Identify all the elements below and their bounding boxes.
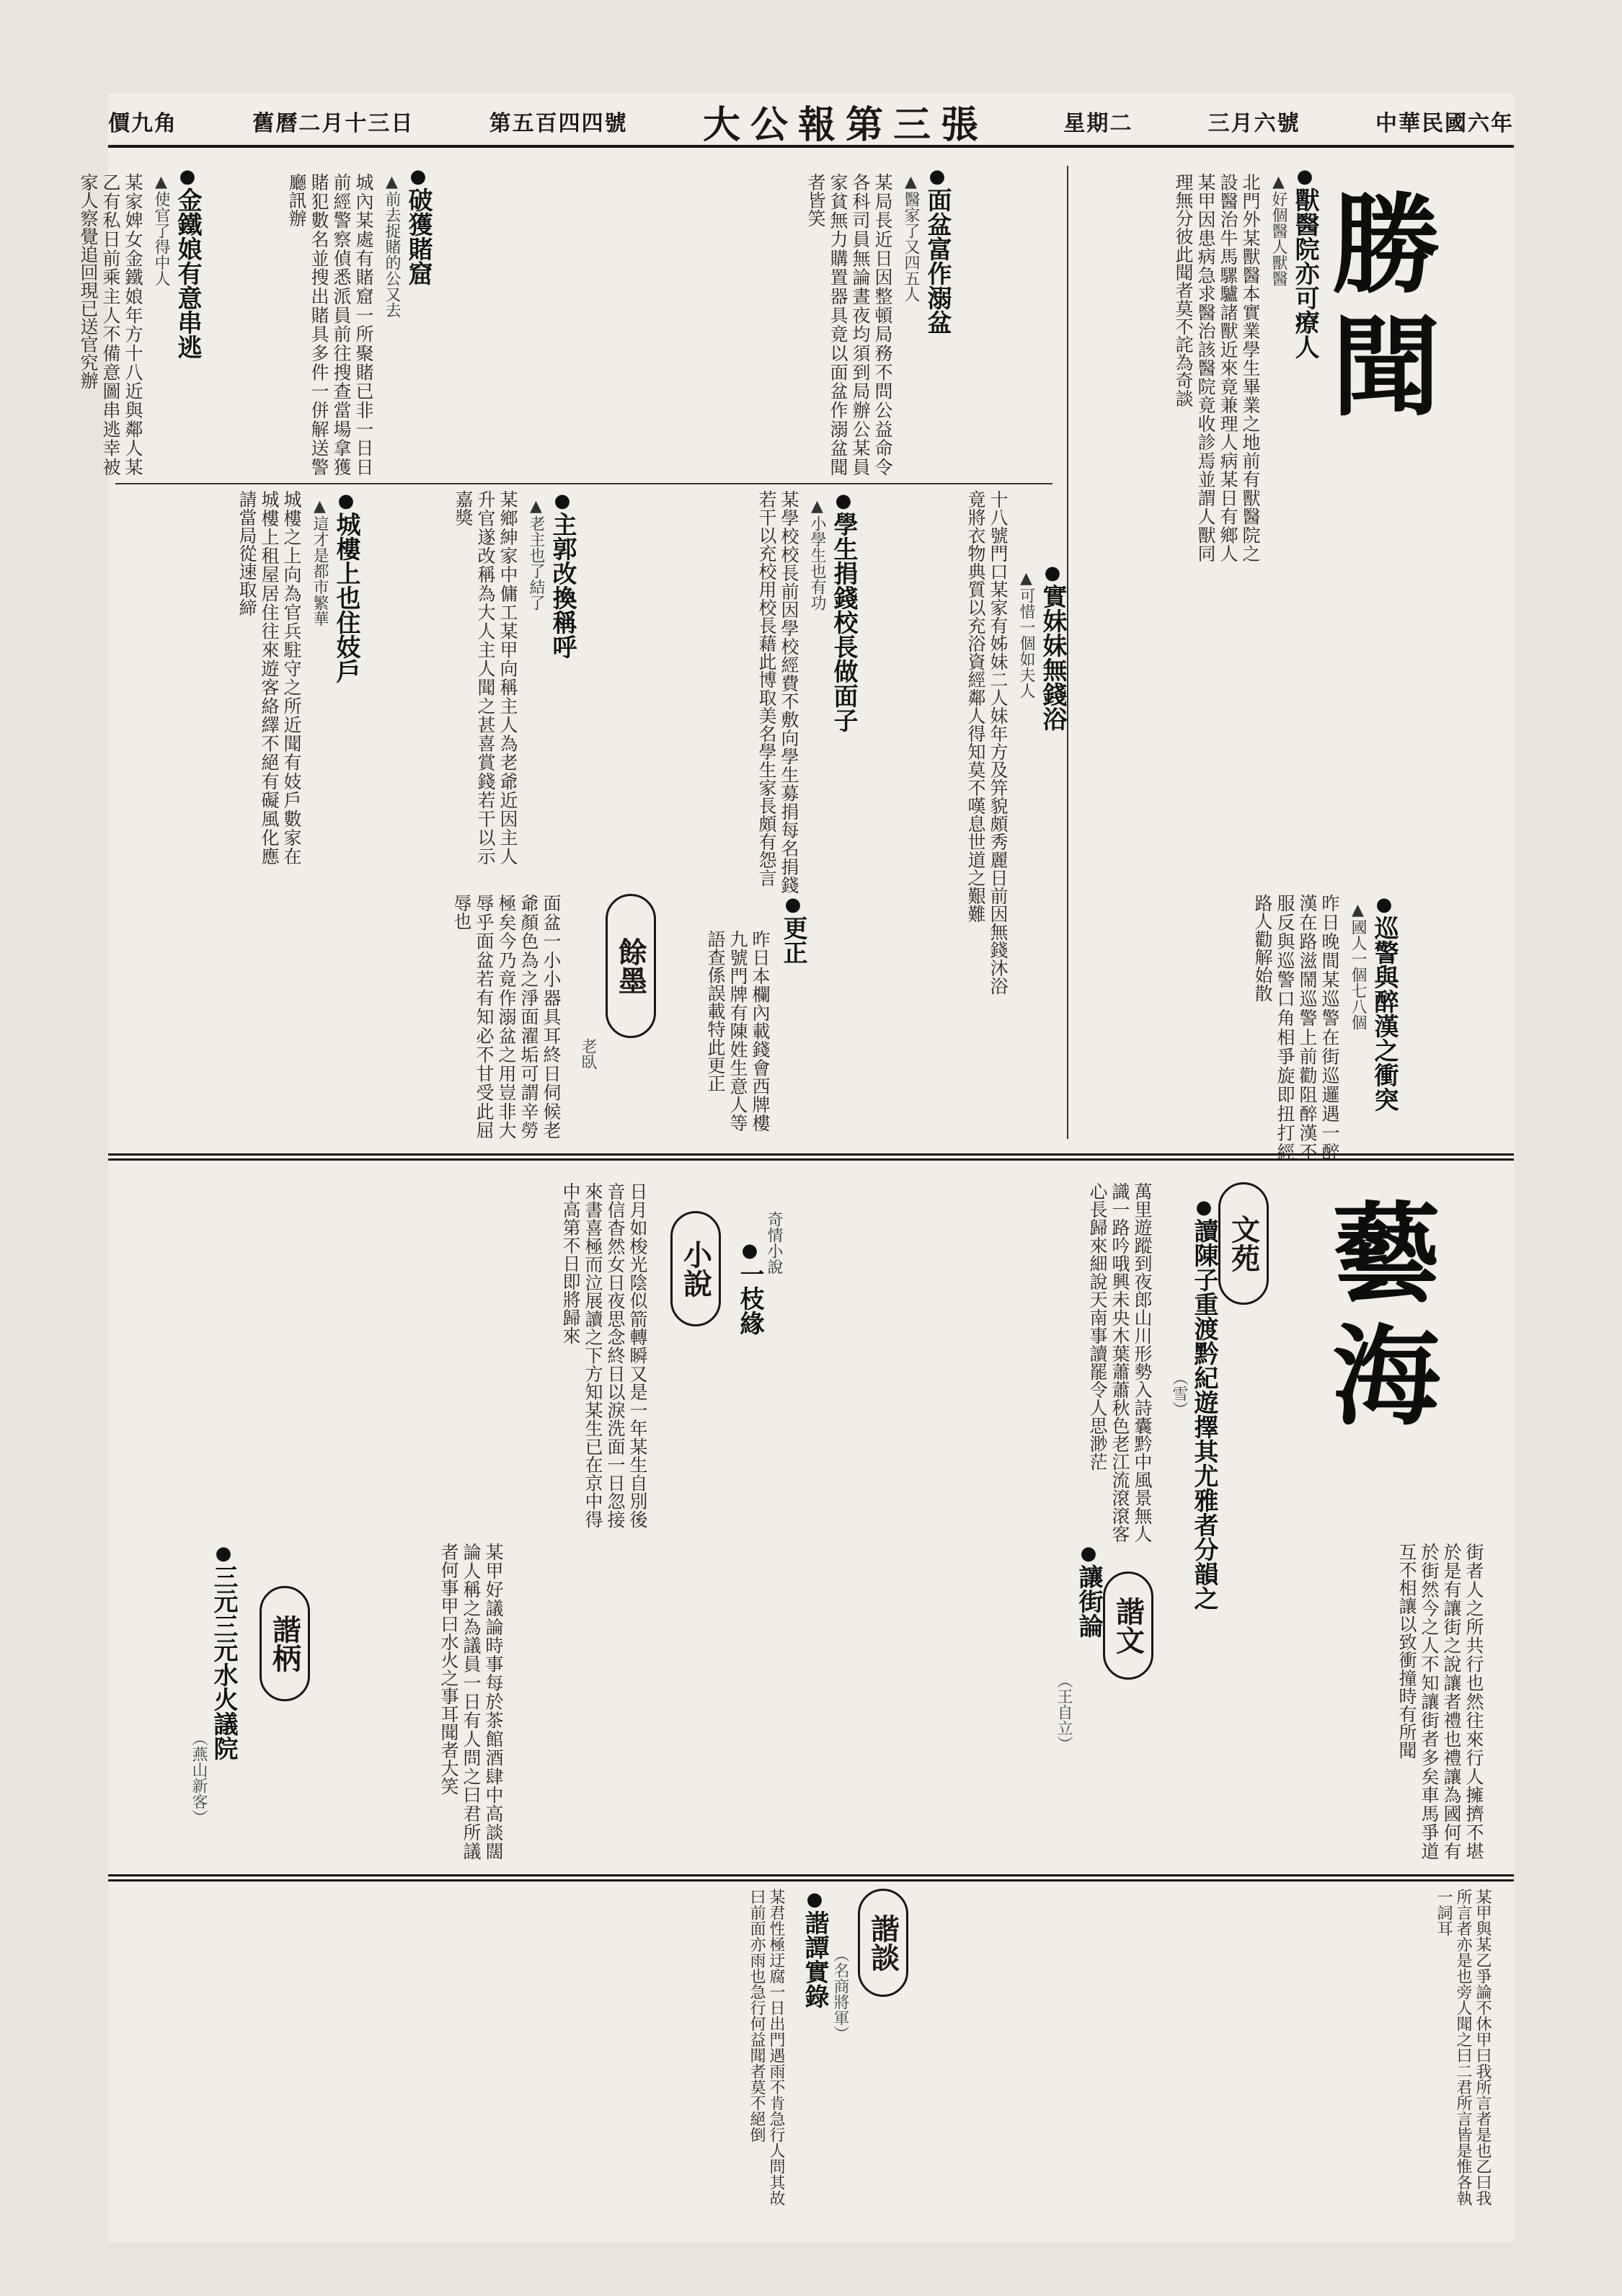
masthead (108, 97, 1514, 148)
xiaoshuo-subhead: 奇情小說 (765, 1211, 783, 1275)
month-day: 三月六號 (1207, 111, 1300, 136)
article-subhead-sisters: ▲可惜一個如夫人 (1017, 569, 1035, 699)
correction-title: ● 更正 (779, 894, 807, 965)
lower-divider (108, 1874, 1514, 1881)
price: 價九角 (108, 111, 177, 136)
xiewen-headline: ● 讓街論 (1074, 1543, 1103, 1638)
article-headline-police: ● 巡警與醉漢之衝突 (1370, 894, 1399, 1112)
article-body-misc-lower (115, 894, 245, 1139)
article-subhead-elope: ▲使官了得中人 (152, 173, 170, 286)
section-divider (108, 1153, 1514, 1161)
article-body-basin: 某局長近日因整頓局務不問公益命令各科司員無論晝夜均須到局辦公某員家貧無力購置器具竟以面盆作溺盆聞者皆笑 (805, 173, 893, 476)
jiebing-title: 諧柄 (260, 1586, 310, 1701)
xiezheng-title: 諧談 (858, 1889, 908, 1997)
article-subhead-students: ▲小學生也有功 (808, 497, 826, 611)
article-subhead-master: ▲老主也了結了 (527, 497, 545, 611)
wenyuan-headline: ● 讀陳子重渡黔紀遊擇其尤雅者分韻之 (1189, 1197, 1218, 1610)
xiaoshuo-title: 小說 (670, 1211, 721, 1326)
wenyuan-author: （雪） (1170, 1370, 1188, 1417)
jiebing-author: （燕山新客） (190, 1730, 208, 1825)
lunar-date: 舊曆二月十三日 (252, 111, 415, 136)
xiezheng-author: （名商將軍） (831, 1946, 849, 2042)
correction-body: 昨日本欄內載錢會西牌樓九號門牌有陳姓生意人等語查係誤載特此更正 (705, 930, 771, 1132)
article-headline-gambling: ● 破獲賭窟 (404, 166, 433, 285)
xiaoshuo-intro (793, 1182, 937, 1543)
xiewen-title: 諧文 (1103, 1572, 1153, 1680)
article-subhead-brothel: ▲這才是都市繁華 (311, 497, 329, 626)
article-body-brothel: 城樓之上向為官兵駐守之所近聞有妓戶數家在城樓上租屋居住往來遊客絡繹不絕有礙風化應請當局從速取締 (236, 490, 302, 865)
article-body-master: 某鄉紳家中傭工某甲向稱主人為老爺近因主人升官遂改稱為大人主人聞之甚喜賞錢若干以示嘉獎 (453, 490, 518, 865)
article-body-gambling: 城內某處有賭窟一所聚賭已非一日日前經警察偵悉派員前往搜查當場拿獲賭犯數名並搜出賭具多件一併解送警廳訊辦 (286, 173, 374, 476)
article-body-misc-upper (418, 173, 706, 476)
article-headline-sisters: ● 實妹妹無錢浴 (1038, 562, 1067, 731)
paper-title: 大公報第三張 (702, 102, 988, 147)
article-headline-vet-hospital: ● 獸醫院亦可療人 (1290, 166, 1319, 359)
yumo-author: 老臥 (579, 1038, 597, 1070)
article-body-elope: 某家婢女金鐵娘年方十八近與鄰人某乙有私日前乘主人不備意圖串逃幸被家人察覺追回現已送官究辦 (78, 173, 143, 476)
article-subhead-police: ▲國人一個七八個 (1349, 901, 1367, 1030)
article-headline-students: ● 學生捐錢校長做面子 (829, 490, 858, 732)
article-headline-brothel: ● 城樓上也住妓戶 (332, 490, 360, 683)
xiewen-author: （王自立） (1055, 1672, 1073, 1752)
shilu-body: 某君性極迂腐一日出門遇雨不肯急行人問其故曰前面亦雨也急行何益聞者莫不絕倒 (748, 1889, 785, 2206)
jiebing-body: 某甲好議論時事每於茶館酒肆中高談闊論人稱之為議員一日有人問之曰君所議者何事甲曰水火之事耳聞者大笑 (438, 1543, 504, 1860)
wenyuan-body: 萬里遊蹤到夜郎山川形勢入詩囊黔中風景無人識一路吟哦興未央木葉蕭蕭秋色老江流滾滾客心長歸來細說天南事讀罷令人思渺茫 (1087, 1182, 1153, 1543)
article-body-vet-hospital: 北門外某獸醫本實業學生畢業之地前有獸醫院之設醫治牛馬騾驢諸獸近來竟兼理人病某日有鄉人某甲因患病急求醫治該醫院竟收診焉並謂人獸同理無分彼此聞者莫不詫為奇談 (1173, 173, 1261, 562)
xiewen-body: 街者人之所共行也然往來行人擁擠不堪於是有讓街之說讓者禮也禮讓為國何有於街然今之人不知讓街者多矣車馬爭道互不相讓以致衝撞時有所聞 (1396, 1543, 1484, 1860)
weekday: 星期二 (1063, 111, 1133, 136)
article-body-police: 昨日晚間某巡警在街巡邏遇一醉漢在路滋鬧巡警上前勸阻醉漢不服反與巡警口角相爭旋即扭打經路人勸解始散 (1252, 894, 1340, 1161)
article-headline-master: ● 主郭改換稱呼 (548, 490, 577, 659)
column-rule (1067, 166, 1068, 1139)
news-banner: 勝聞 (1313, 187, 1440, 433)
article-subhead-vet-hospital: ▲好個醫人獸醫 (1269, 173, 1288, 286)
jiebing-body-cont (115, 1543, 180, 1860)
wenyuan-title: 文苑 (1218, 1182, 1269, 1305)
section-rule (115, 483, 1052, 484)
article-headline-basin: ● 面盆富作溺盆 (923, 166, 952, 334)
xiewen-body-cont (519, 1543, 1024, 1860)
article-headline-elope: ● 金鐵娘有意串逃 (173, 166, 202, 359)
republic-year: 中華民國六年 (1375, 111, 1514, 136)
article-body-students: 某學校校長前因學校經費不敷向學生募捐每名捐錢若干以充校用校長藉此博取美名學生家長頗有怨言 (756, 490, 799, 894)
jiebing-headline: ● 三元三元水火議院 (209, 1543, 238, 1760)
xiaoshuo-body: 日月如梭光陰似箭轉瞬又是一年某生自別後音信杳然女日夜思念終日以淚洗面一日忽接來書喜極而泣展讀之下方知某生已在京中得中高第不日即將歸來 (560, 1182, 648, 1528)
article-body-sisters: 十八號門口某家有姊妹二人妹年方及笄貌頗秀麗日前因無錢沐浴竟將衣物典質以充浴資經鄰人得知莫不嘆息世道之艱難 (965, 490, 1009, 995)
yumo-title: 餘墨 (606, 894, 656, 1038)
issue-number: 第五百四四號 (489, 111, 628, 136)
article-subhead-gambling: ▲前去捉賭的公又去 (383, 173, 401, 318)
article-subhead-basin: ▲醫家了又四五人 (902, 173, 920, 302)
arts-banner: 藝海 (1313, 1197, 1440, 1442)
xiaoshuo-headline: ● 一枝緣 (735, 1240, 764, 1335)
yumo-body: 面盆一小小器具耳終日伺候老爺顏色為之淨面濯垢可謂辛勞極矣今乃竟作溺盆之用豈非大辱乎面盆若有知必不甘受此屈辱也 (451, 894, 562, 1139)
xiezheng-body: 某甲與某乙爭論不休甲曰我所言者是也乙曰我所言者亦是也旁人聞之曰二君所言皆是惟各執一詞耳 (1435, 1889, 1492, 2206)
shilu-title: ● 諧譚實錄 (800, 1889, 829, 2008)
